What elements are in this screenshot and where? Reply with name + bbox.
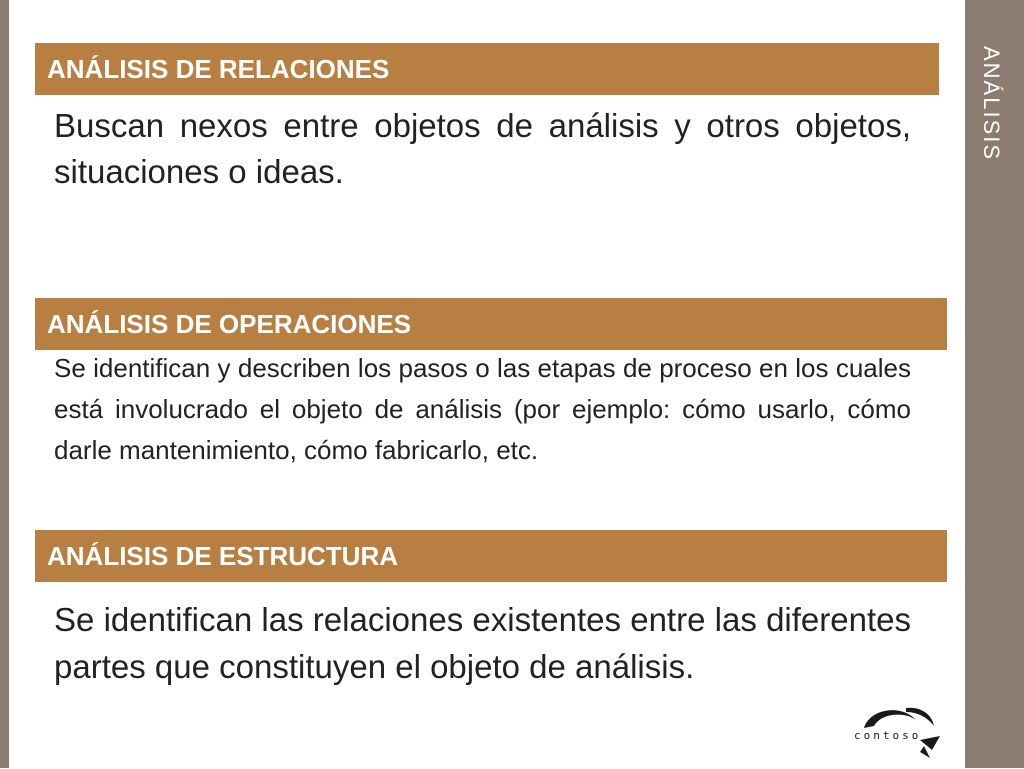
left-accent-bar — [0, 0, 9, 768]
logo-wordmark: contoso — [854, 729, 922, 742]
heading-analisis-relaciones: ANÁLISIS DE RELACIONES — [35, 43, 939, 95]
text-analisis-relaciones: Buscan nexos entre objetos de análisis y otros objetos, situaciones o ideas. — [54, 107, 911, 190]
text-analisis-estructura: Se identifican las relaciones existentes entre las diferentes partes que constituyen el objeto de análisis. — [54, 601, 911, 685]
contoso-logo — [850, 700, 945, 764]
heading-analisis-estructura: ANÁLISIS DE ESTRUCTURA — [35, 530, 947, 582]
text-analisis-operaciones: Se identifican y describen los pasos o las etapas de proceso en los cuales está involucrado el objeto de análisis (por ejemplo: cómo usarlo, cómo darle mantenimiento, cómo fabricarlo, etc. — [54, 353, 911, 465]
contoso-logo-icon — [850, 700, 945, 764]
heading-analisis-operaciones: ANÁLISIS DE OPERACIONES — [35, 298, 947, 350]
side-section-label: ANÁLISIS — [979, 46, 1004, 162]
